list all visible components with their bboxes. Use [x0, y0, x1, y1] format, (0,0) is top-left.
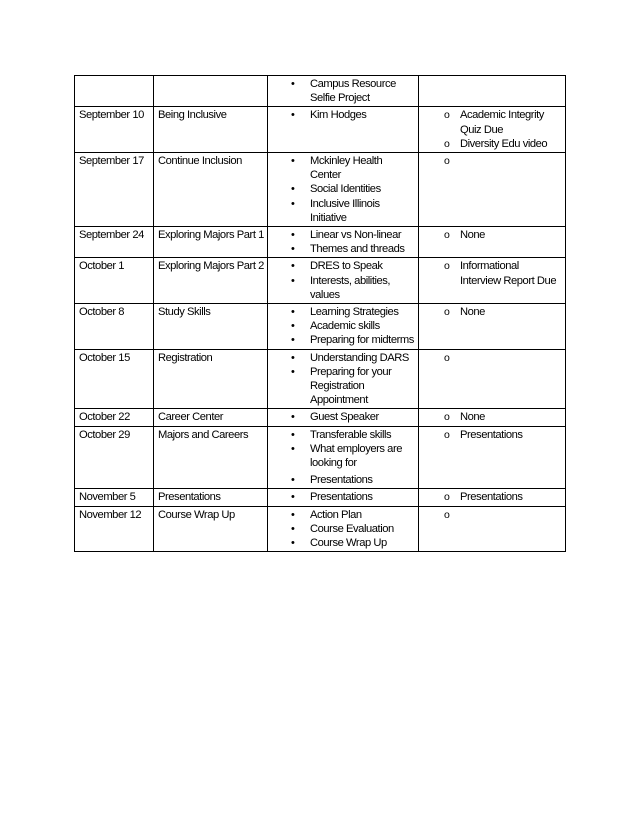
activities-cell: [268, 258, 419, 304]
table-row: [75, 489, 566, 506]
table-row: [75, 153, 566, 227]
due-list: [423, 428, 562, 442]
activities-list: [272, 508, 415, 551]
due-item: o None: [423, 410, 562, 424]
due-cell: [419, 76, 566, 107]
topic-cell: Continue Inclusion: [154, 153, 268, 227]
due-cell: [419, 227, 566, 258]
date-cell: October 15: [75, 349, 154, 409]
activities-cell: [268, 304, 419, 350]
activities-cell: [268, 426, 419, 489]
activity-item: • Academic skills: [272, 319, 415, 333]
activity-item: • Themes and threads: [272, 242, 415, 256]
date-cell: November 5: [75, 489, 154, 506]
activity-item: • Preparing for midterms: [272, 333, 415, 347]
activities-list: [272, 154, 415, 225]
date-cell: October 29: [75, 426, 154, 489]
due-cell: [419, 506, 566, 552]
topic-cell: Registration: [154, 349, 268, 409]
topic-cell: Presentations: [154, 489, 268, 506]
activity-item: • Action Plan: [272, 508, 415, 522]
topic-cell: [154, 76, 268, 107]
due-cell: [419, 153, 566, 227]
activities-list: [272, 305, 415, 348]
activity-item: • Social Identities: [272, 182, 415, 196]
activity-item: • Presentations: [272, 490, 415, 504]
due-item: o Diversity Edu video: [423, 137, 562, 151]
table-row: [75, 258, 566, 304]
topic-cell: Course Wrap Up: [154, 506, 268, 552]
table-row: [75, 409, 566, 426]
activities-list: [272, 428, 415, 488]
schedule-body: [75, 76, 566, 552]
table-row: [75, 76, 566, 107]
activity-item: • Inclusive Illinois Initiative: [272, 197, 415, 225]
date-cell: September 17: [75, 153, 154, 227]
date-cell: [75, 76, 154, 107]
due-list: [423, 305, 562, 319]
due-list: [423, 108, 562, 151]
topic-cell: Study Skills: [154, 304, 268, 350]
activities-list: [272, 108, 415, 122]
activity-item: • Understanding DARS: [272, 351, 415, 365]
activities-list: [272, 259, 415, 302]
activities-cell: [268, 489, 419, 506]
activities-cell: [268, 349, 419, 409]
activity-item: • Interests, abilities, values: [272, 274, 415, 302]
due-list: [423, 259, 562, 287]
activities-list: [272, 351, 415, 408]
due-item: o Informational Interview Report Due: [423, 259, 562, 287]
activity-item: • Linear vs Non-linear: [272, 228, 415, 242]
activity-item: • DRES to Speak: [272, 259, 415, 273]
activity-item: • Presentations: [272, 473, 415, 487]
date-cell: September 24: [75, 227, 154, 258]
activity-item: • Transferable skills: [272, 428, 415, 442]
due-cell: [419, 258, 566, 304]
due-item: o Presentations: [423, 490, 562, 504]
due-list: [423, 228, 562, 242]
table-row: [75, 426, 566, 489]
activities-list: [272, 228, 415, 256]
activities-cell: [268, 153, 419, 227]
due-cell: [419, 489, 566, 506]
activities-cell: [268, 107, 419, 153]
due-cell: [419, 426, 566, 489]
date-cell: October 1: [75, 258, 154, 304]
table-row: [75, 304, 566, 350]
activity-item: • Kim Hodges: [272, 108, 415, 122]
due-list: [423, 490, 562, 504]
activities-list: [272, 410, 415, 424]
activity-item: • Guest Speaker: [272, 410, 415, 424]
table-row: [75, 349, 566, 409]
activities-cell: [268, 76, 419, 107]
activity-item: • What employers are looking for: [272, 442, 415, 470]
topic-cell: Being Inclusive: [154, 107, 268, 153]
date-cell: November 12: [75, 506, 154, 552]
due-item: o None: [423, 305, 562, 319]
date-cell: September 10: [75, 107, 154, 153]
due-cell: [419, 107, 566, 153]
table-row: [75, 506, 566, 552]
table-row: [75, 227, 566, 258]
due-item: o None: [423, 228, 562, 242]
activities-cell: [268, 227, 419, 258]
activities-list: [272, 77, 415, 105]
activities-list: [272, 490, 415, 504]
due-item: o Academic Integrity Quiz Due: [423, 108, 562, 136]
activity-item: • Preparing for your Registration Appointment: [272, 365, 415, 408]
activity-item: • Mckinley Health Center: [272, 154, 415, 182]
date-cell: October 22: [75, 409, 154, 426]
due-cell: [419, 409, 566, 426]
activity-item: • Course Evaluation: [272, 522, 415, 536]
due-item: o Presentations: [423, 428, 562, 442]
due-list: [423, 410, 562, 424]
topic-cell: Exploring Majors Part 1: [154, 227, 268, 258]
activity-item: • Course Wrap Up: [272, 536, 415, 550]
topic-cell: Career Center: [154, 409, 268, 426]
date-cell: October 8: [75, 304, 154, 350]
course-schedule-table: [74, 75, 566, 552]
topic-cell: Exploring Majors Part 2: [154, 258, 268, 304]
activity-item: • Campus Resource Selfie Project: [272, 77, 415, 105]
due-cell: [419, 349, 566, 409]
table-row: [75, 107, 566, 153]
due-cell: [419, 304, 566, 350]
activities-cell: [268, 409, 419, 426]
activities-cell: [268, 506, 419, 552]
topic-cell: Majors and Careers: [154, 426, 268, 489]
activity-item: • Learning Strategies: [272, 305, 415, 319]
